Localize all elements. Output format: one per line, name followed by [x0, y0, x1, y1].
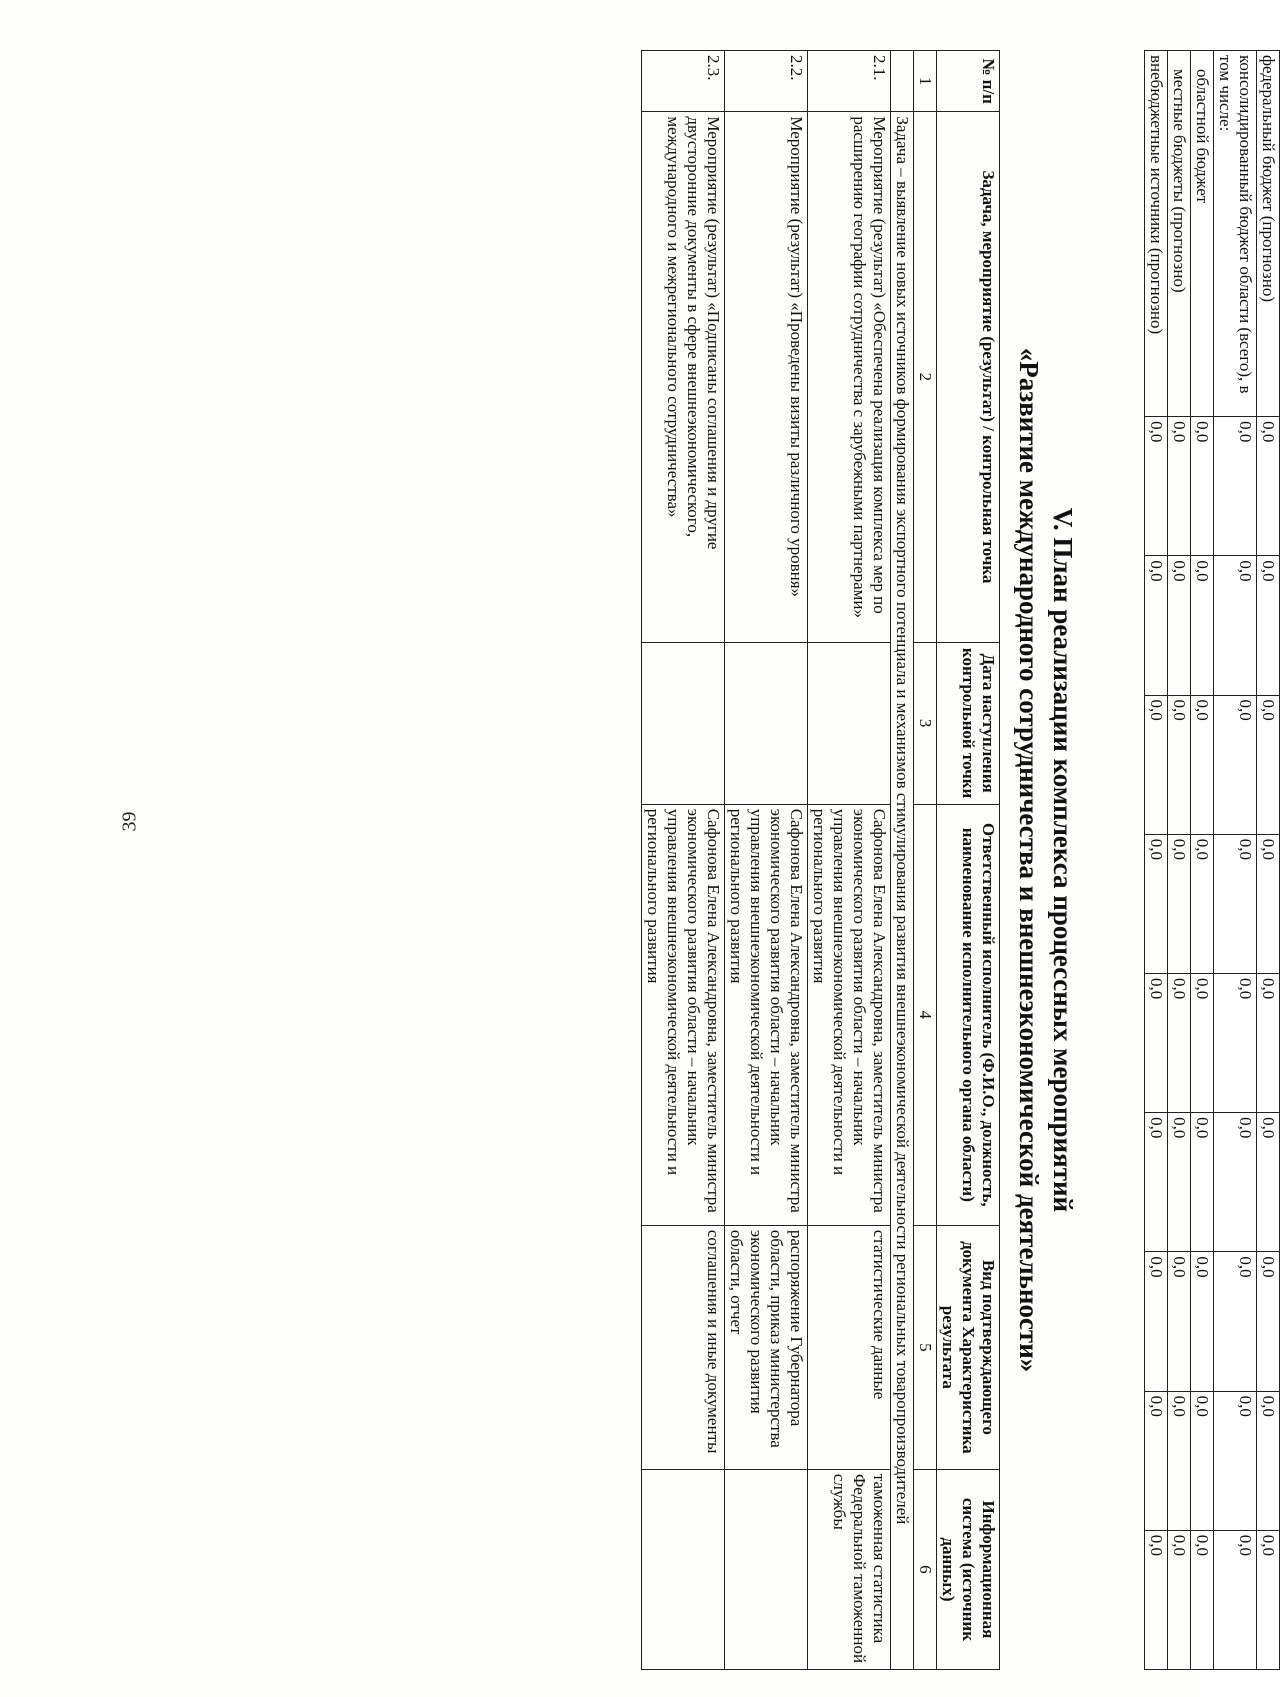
- funding-value: 0,0: [1214, 695, 1257, 834]
- row-date: [642, 642, 725, 804]
- funding-value: 0,0: [1145, 973, 1168, 1112]
- funding-value: 0,0: [1257, 973, 1280, 1112]
- funding-value: 0,0: [1145, 556, 1168, 695]
- plan-table: [641, 50, 1000, 1670]
- funding-value: 0,0: [1145, 417, 1168, 556]
- header-source: Информационная система (источник данных): [937, 1469, 1000, 1669]
- task-row: [891, 51, 914, 1670]
- funding-value: 0,0: [1257, 834, 1280, 973]
- plan-row: [808, 51, 891, 1670]
- colnum-5: 5: [914, 1225, 937, 1469]
- row-num: 2.2.: [725, 51, 808, 112]
- row-document: статистические данные: [808, 1225, 891, 1469]
- header-task: Задача, мероприятие (результат) / контрольная точка: [937, 112, 1000, 642]
- funding-value: 0,0: [1191, 973, 1214, 1112]
- funding-value: 0,0: [1257, 1530, 1280, 1669]
- funding-value: 0,0: [1145, 1252, 1168, 1391]
- row-source: [642, 1469, 725, 1669]
- funding-value: 0,0: [1257, 1391, 1280, 1530]
- row-num: 2.1.: [808, 51, 891, 112]
- colnum-2: 2: [914, 112, 937, 642]
- funding-value: 0,0: [1168, 1391, 1191, 1530]
- funding-value: 0,0: [1214, 1530, 1257, 1669]
- plan-row: [725, 51, 808, 1670]
- funding-value: 0,0: [1257, 556, 1280, 695]
- funding-row: [1168, 51, 1191, 1670]
- funding-value: 0,0: [1191, 695, 1214, 834]
- funding-value: 0,0: [1145, 1530, 1168, 1669]
- funding-value: 0,0: [1168, 417, 1191, 556]
- funding-value: 0,0: [1214, 556, 1257, 695]
- funding-value: 0,0: [1257, 695, 1280, 834]
- plan-header-row: [937, 51, 1000, 1670]
- page-number: 39: [118, 811, 141, 832]
- row-name: Мероприятие (результат) «Обеспечена реализация комплекса мер по расширению географии сотрудничества с зарубежными партнерами»: [808, 112, 891, 642]
- funding-value: 0,0: [1191, 1391, 1214, 1530]
- funding-label: консолидированный бюджет области (всего), в том числе:: [1214, 51, 1257, 417]
- funding-value: 0,0: [1145, 834, 1168, 973]
- funding-value: 0,0: [1145, 695, 1168, 834]
- funding-value: 0,0: [1168, 1252, 1191, 1391]
- row-date: [808, 642, 891, 804]
- funding-row: [1191, 51, 1214, 1670]
- funding-value: 0,0: [1191, 1530, 1214, 1669]
- funding-value: 0,0: [1168, 695, 1191, 834]
- colnum-1: 1: [914, 51, 937, 112]
- funding-value: 0,0: [1145, 1113, 1168, 1252]
- funding-value: 0,0: [1214, 1113, 1257, 1252]
- row-source: [725, 1469, 808, 1669]
- row-responsible: Сафонова Елена Александровна, заместитель министра экономического развития области – начальник управления внешнеэкономической деятельности и регионального развития: [642, 804, 725, 1225]
- row-date: [725, 642, 808, 804]
- row-num: 2.3.: [642, 51, 725, 112]
- funding-value: 0,0: [1145, 1391, 1168, 1530]
- funding-value: 0,0: [1214, 417, 1257, 556]
- row-document: распоряжение Губернатора области, приказ министерства экономического развития области, отчет: [725, 1225, 808, 1469]
- section-title-line1: V. План реализации комплекса процессных мероприятий: [1048, 507, 1078, 1213]
- section-title: [1012, 50, 1080, 1670]
- rotated-content: [250, 50, 1280, 1670]
- header-document: Вид подтверждающего документа Характеристика результата: [937, 1225, 1000, 1469]
- row-source: таможенная статистика Федеральной таможенной службы: [808, 1469, 891, 1669]
- funding-label: областной бюджет: [1191, 51, 1214, 417]
- row-responsible: Сафонова Елена Александровна, заместитель министра экономического развития области – начальник управления внешнеэкономической деятельности и регионального развития: [725, 804, 808, 1225]
- row-document: соглашения и иные документы: [642, 1225, 725, 1469]
- row-responsible: Сафонова Елена Александровна, заместитель министра экономического развития области – начальник управления внешнеэкономической деятельности и регионального развития: [808, 804, 891, 1225]
- task-num: [891, 51, 914, 112]
- funding-value: 0,0: [1168, 834, 1191, 973]
- header-num: № п/п: [937, 51, 1000, 112]
- header-responsible: Ответственный исполнитель (Ф.И.О., должность, наименование исполнительного органа области): [937, 804, 1000, 1225]
- task-text: Задача – выявление новых источников формирования экспортного потенциала и механизмов стимулирования развития внешнеэкономической деятельности региональных товаропроизводителей: [891, 112, 914, 1670]
- funding-value: 0,0: [1257, 417, 1280, 556]
- funding-value: 0,0: [1168, 1530, 1191, 1669]
- funding-value: 0,0: [1191, 1113, 1214, 1252]
- funding-label: федеральный бюджет (прогнозно): [1257, 51, 1280, 417]
- funding-value: 0,0: [1191, 556, 1214, 695]
- funding-value: 0,0: [1257, 1113, 1280, 1252]
- plan-row: [642, 51, 725, 1670]
- row-name: Мероприятие (результат) «Подписаны соглашения и другие двусторонние документы в сфере внешнеэкономического, международного и межрегионального сотрудничества»: [642, 112, 725, 642]
- funding-value: 0,0: [1214, 1391, 1257, 1530]
- colnum-6: 6: [914, 1469, 937, 1669]
- section-title-line2: «Развитие международного сотрудничества и внешнеэкономической деятельности»: [1014, 347, 1044, 1373]
- colnum-3: 3: [914, 642, 937, 804]
- funding-row: [1145, 51, 1168, 1670]
- funding-value: 0,0: [1214, 1252, 1257, 1391]
- funding-value: 0,0: [1168, 1113, 1191, 1252]
- funding-row: [1257, 51, 1280, 1670]
- funding-value: 0,0: [1168, 973, 1191, 1112]
- funding-table: [1144, 50, 1280, 1670]
- funding-value: 0,0: [1191, 1252, 1214, 1391]
- funding-value: 0,0: [1214, 834, 1257, 973]
- plan-colnum-row: [914, 51, 937, 1670]
- row-name: Мероприятие (результат) «Проведены визиты различного уровня»: [725, 112, 808, 642]
- funding-row: [1214, 51, 1257, 1670]
- funding-label: внебюджетные источники (прогнозно): [1145, 51, 1168, 417]
- funding-value: 0,0: [1257, 1252, 1280, 1391]
- colnum-4: 4: [914, 804, 937, 1225]
- funding-value: 0,0: [1191, 834, 1214, 973]
- funding-value: 0,0: [1168, 556, 1191, 695]
- funding-value: 0,0: [1191, 417, 1214, 556]
- header-date: Дата наступления контрольной точки: [937, 642, 1000, 804]
- funding-label: местные бюджеты (прогнозно): [1168, 51, 1191, 417]
- funding-value: 0,0: [1214, 973, 1257, 1112]
